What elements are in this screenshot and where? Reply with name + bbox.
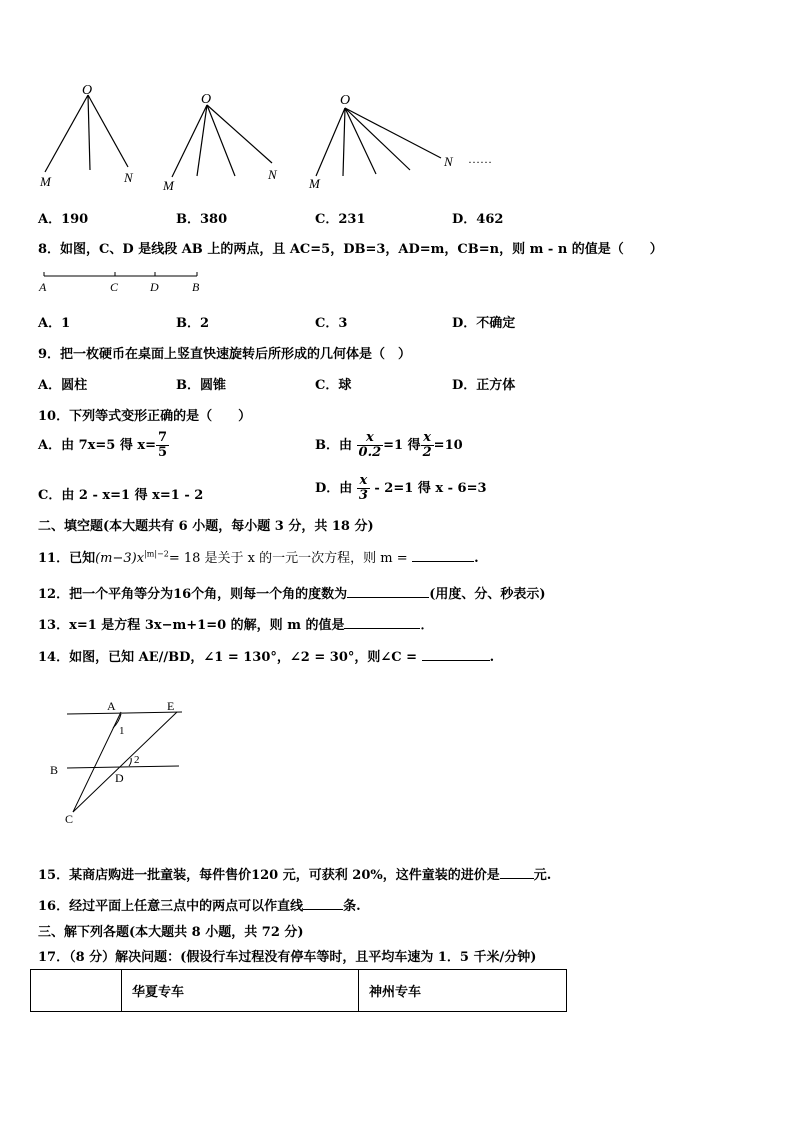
- q16-text: 16．经过平面上任意三点中的两点可以作直线: [38, 899, 304, 914]
- q10-d-suffix: - 2=1 得 x - 6=3: [374, 481, 487, 496]
- q7-fig2-m: M: [163, 178, 174, 193]
- q7-option-a: A．190: [38, 212, 89, 227]
- q10-option-b: [315, 431, 463, 460]
- q9-stem: 9．把一枚硬币在桌面上竖直快速旋转后所形成的几何体是（ ）: [38, 347, 412, 362]
- q10-option-c: C．由 2 - x=1 得 x=1 - 2: [38, 488, 204, 503]
- q8-point-d: D: [150, 280, 159, 294]
- q17-table: [30, 969, 567, 1012]
- q15-answer-blank[interactable]: [500, 866, 534, 879]
- q7-option-b: B．380: [176, 212, 228, 227]
- q7-figure-3: [316, 108, 441, 176]
- q7-option-d: D．462: [452, 212, 504, 227]
- q11-mid: = 18 是关于 x 的一元一次方程，则 m =: [168, 551, 408, 566]
- q14-answer-blank[interactable]: [422, 648, 490, 661]
- q11-answer-blank[interactable]: [412, 549, 474, 562]
- q17-table-header-row: [31, 970, 567, 1012]
- q10-b-num2: x: [421, 431, 434, 446]
- q10-b-den1: 0.2: [358, 445, 382, 460]
- q13-text: 13．x=1 是方程 3x−m+1=0 的解，则 m 的值是: [38, 618, 345, 633]
- q10-b-num1: x: [357, 431, 384, 446]
- q10-option-a: [38, 431, 169, 460]
- q11-math: (m−3)x: [95, 551, 145, 566]
- q14-label-c: C: [65, 812, 74, 826]
- q11: [38, 547, 479, 566]
- q7-figure-1: [45, 95, 128, 172]
- q7-fig3-m: M: [309, 176, 320, 191]
- q10-d-den: 3: [358, 488, 368, 503]
- q10-b-den2: 2: [422, 445, 432, 460]
- q9-option-a: A．圆柱: [38, 378, 88, 393]
- q8-point-a: A: [39, 280, 47, 294]
- q10-a-fraction: [156, 431, 169, 460]
- q10-option-d: [315, 474, 487, 503]
- q10-a-num: 7: [158, 430, 168, 445]
- q14-label-1: 1: [119, 725, 125, 737]
- q17-table-header-huaxia: 华夏专车: [122, 970, 359, 1012]
- q7-fig3-dots: ……: [468, 152, 492, 166]
- q12: [38, 583, 546, 602]
- q14-end: .: [489, 650, 495, 665]
- q16-end: 条.: [343, 899, 361, 914]
- q15-text: 15．某商店购进一批童装，每件售价120 元，可获利 20%，这件童装的进价是: [38, 868, 500, 883]
- q10-b-fraction-2: [421, 431, 434, 460]
- q13-answer-blank[interactable]: [344, 616, 420, 629]
- q10-stem: 10．下列等式变形正确的是（ ）: [38, 409, 252, 424]
- q7-fig1-m: M: [40, 174, 51, 189]
- q10-b-prefix: B．由: [315, 438, 352, 453]
- q8-option-c: C．3: [315, 316, 348, 331]
- q7-fig3-n: N: [444, 154, 453, 169]
- q11-end: .: [474, 551, 479, 566]
- q13: [38, 614, 434, 633]
- q9-option-c: C．球: [315, 378, 352, 393]
- q7-fig1-o: O: [82, 83, 93, 98]
- q7-fig3-o: O: [340, 93, 351, 108]
- q8-point-c: C: [110, 280, 119, 294]
- q11-prefix: 11．已知: [38, 551, 96, 566]
- q12-text: 12．把一个平角等分为16个角，则每一个角的度数为: [38, 587, 348, 602]
- q14-label-b: B: [50, 763, 59, 777]
- q10-a-den: 5: [158, 445, 168, 460]
- q7-angle-figures: [0, 80, 560, 195]
- section-2-title: 二、填空题(本大题共有 6 小题，每小题 3 分，共 18 分): [38, 519, 374, 534]
- q16: [38, 895, 361, 914]
- q12-answer-blank[interactable]: [347, 585, 429, 598]
- q11-sup: |m|−2: [144, 549, 169, 559]
- q7-fig2-o: O: [201, 92, 212, 107]
- q8-stem: 8．如图，C、D 是线段 AB 上的两点，且 AC=5，DB=3，AD=m，CB=n，则 m - n 的值是（ ）: [38, 242, 663, 257]
- q7-option-c: C．231: [315, 212, 366, 227]
- section-3-title: 三、解下列各题(本大题共 8 小题，共 72 分): [38, 925, 304, 940]
- q8-option-a: A．1: [38, 316, 71, 331]
- q7-figure-2: [172, 105, 272, 177]
- q12-end: (用度、分、秒表示): [429, 587, 546, 602]
- q13-end: ．: [420, 618, 434, 633]
- q8-segment-figure: [35, 268, 215, 296]
- q8-option-b: B．2: [176, 316, 210, 331]
- q8-option-d: D．不确定: [452, 316, 516, 331]
- q9-option-b: B．圆锥: [176, 378, 226, 393]
- q14-text: 14．如图，已知 AE//BD，∠1 = 130°，∠2 = 30°，则∠C =: [38, 650, 418, 665]
- q14-parallel-lines-figure: [45, 690, 195, 830]
- q10-d-num: x: [357, 474, 370, 489]
- q7-fig1-n: N: [124, 170, 133, 185]
- q10-b-mid: =1 得: [383, 438, 421, 453]
- q15: [38, 864, 551, 883]
- q14-label-2: 2: [134, 754, 140, 766]
- q8-point-b: B: [192, 280, 200, 294]
- q14-label-e: E: [167, 699, 175, 713]
- q17-table-header-shenzhou: 神州专车: [359, 970, 567, 1012]
- q17-stem: 17．（8 分）解决问题：(假设行车过程没有停车等时，且平均车速为 1．5 千米/分钟): [38, 950, 537, 965]
- q10-d-fraction: [357, 474, 370, 503]
- q14: [38, 646, 494, 665]
- q9-option-d: D．正方体: [452, 378, 516, 393]
- q15-end: 元.: [533, 868, 552, 883]
- q10-d-prefix: D．由: [315, 481, 353, 496]
- q10-b-suffix: =10: [433, 438, 463, 453]
- q14-label-a: A: [107, 699, 116, 713]
- q16-answer-blank[interactable]: [303, 897, 343, 910]
- q14-label-d: D: [115, 771, 124, 785]
- q10-b-fraction-1: [357, 431, 384, 460]
- q17-table-header-empty: [31, 970, 122, 1012]
- q7-fig2-n: N: [268, 167, 277, 182]
- q10-a-prefix: A．由 7x=5 得 x=: [38, 438, 157, 453]
